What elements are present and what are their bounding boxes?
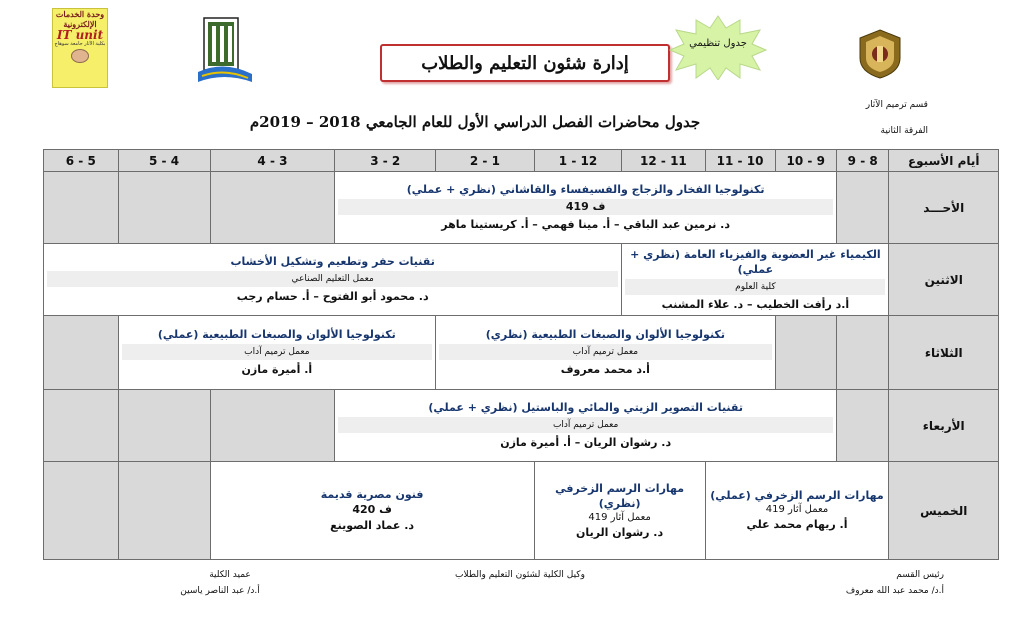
schedule-table — [43, 149, 999, 560]
burst-label: جدول تنظيمي — [689, 38, 747, 49]
session-cell — [705, 462, 889, 560]
course-location: معمل آثار 419 — [588, 511, 651, 523]
course-location: ف 420 — [352, 503, 392, 516]
course-instructor: د. رشوان الريان — [576, 525, 664, 539]
col-header-slot: 9 - 10 — [775, 150, 836, 172]
table-row-wednesday — [44, 390, 999, 462]
course-location: معمل ترميم آداب — [439, 344, 771, 360]
dean-name: أ.د/ عبد الناصر ياسين — [180, 586, 260, 596]
vice-dean-title: وكيل الكلية لشئون التعليم والطلاب — [455, 570, 585, 580]
empty-slot — [44, 390, 119, 462]
department-head-name: أ.د/ محمد عبد الله معروف — [845, 586, 944, 596]
empty-slot — [775, 316, 836, 390]
session-cell — [335, 390, 837, 462]
table-row-thursday — [44, 462, 999, 560]
empty-slot — [836, 172, 889, 244]
session-cell — [335, 172, 837, 244]
table-row-monday — [44, 244, 999, 316]
day-label: الاثنين — [889, 244, 999, 316]
course-instructors: د. محمود أبو الفتوح – أ. حسام رجب — [236, 290, 429, 303]
empty-slot — [44, 316, 119, 390]
empty-slot — [118, 462, 210, 560]
col-header-slot: 10 - 11 — [705, 150, 775, 172]
course-instructor: أ.د محمد معروف — [560, 363, 650, 376]
course-location: معمل ترميم آداب — [122, 344, 433, 360]
faculty-logo-icon — [194, 14, 256, 86]
course-instructors: د. نرمين عبد الباقي – أ. مينا فهمي – أ. كريستينا ماهر — [441, 218, 730, 231]
table-row-sunday — [44, 172, 999, 244]
session-cell — [436, 316, 775, 390]
course-name: تكنولوجيا الألوان والصبغات الطبيعية (نظري) — [485, 328, 725, 341]
session-cell — [44, 244, 622, 316]
course-location: ف 419 — [338, 199, 833, 215]
course-name: مهارات الرسم الزخرفي (نظري) — [555, 481, 685, 510]
header-title: إدارة شئون التعليم والطلاب — [421, 52, 629, 74]
course-name: مهارات الرسم الزخرفي (عملي) — [710, 489, 884, 502]
col-header-slot: 11 - 12 — [622, 150, 705, 172]
course-location: كلية العلوم — [625, 279, 885, 295]
session-cell — [210, 462, 534, 560]
day-label: الثلاثاء — [889, 316, 999, 390]
col-header-slot: 5 - 6 — [44, 150, 119, 172]
col-header-slot: 12 - 1 — [534, 150, 622, 172]
schedule-title: جدول محاضرات الفصل الدراسي الأول للعام الجامعي 2018 – 2019م — [249, 113, 701, 131]
empty-slot — [118, 172, 210, 244]
empty-slot — [210, 390, 335, 462]
it-unit-line4: بكلية الآثار جامعة سوهاج — [54, 41, 106, 47]
course-instructors: أ.د رأفت الخطيب – د. علاء المشنب — [661, 297, 850, 311]
course-name: الكيمياء غير العضوية والفيزياء العامة (نظري + عملي) — [630, 247, 881, 276]
col-header-slot: 4 - 5 — [118, 150, 210, 172]
course-instructor: أ. أميرة مازن — [241, 363, 313, 376]
empty-slot — [44, 462, 119, 560]
course-name: فنون مصرية قديمة — [320, 488, 424, 501]
table-row-tuesday — [44, 316, 999, 390]
course-location: معمل التعليم الصناعي — [47, 271, 618, 287]
university-logo-icon — [856, 28, 904, 80]
session-cell — [534, 462, 705, 560]
day-label: الخميس — [889, 462, 999, 560]
empty-slot — [836, 316, 889, 390]
session-cell — [622, 244, 889, 316]
avatar — [71, 49, 89, 63]
course-location: معمل آثار 419 — [765, 504, 829, 515]
col-header-slot: 3 - 4 — [210, 150, 335, 172]
course-instructor: أ. ريهام محمد علي — [746, 518, 848, 531]
it-unit-logo — [52, 8, 108, 88]
department-head-title: رئيس القسم — [896, 570, 944, 580]
course-instructor: د. عماد الصوينع — [330, 519, 415, 532]
dean-title: عميد الكلية — [209, 570, 251, 580]
day-label: الأربعاء — [889, 390, 999, 462]
header-row — [44, 150, 999, 172]
empty-slot — [44, 172, 119, 244]
it-unit-line3: IT unit — [56, 28, 104, 42]
day-label: الأحـــد — [889, 172, 999, 244]
col-header-slot: 1 - 2 — [436, 150, 535, 172]
header-title-box — [380, 44, 670, 82]
empty-slot — [210, 172, 335, 244]
empty-slot — [118, 390, 210, 462]
year-level-label: الفرقة الثانية — [880, 126, 928, 136]
course-name: تقنيات التصوير الزيتي والمائي والباستيل (نظري + عملي) — [428, 401, 743, 414]
course-name: تكنولوجيا الفخار والزجاج والفسيفساء والقاشاني (نظري + عملي) — [406, 183, 765, 196]
course-location: معمل ترميم آداب — [338, 417, 833, 433]
it-unit-line1: وحدة الخدمات — [55, 9, 105, 19]
session-cell — [118, 316, 436, 390]
course-instructors: د. رشوان الريان – أ. أميرة مازن — [500, 436, 672, 449]
footer-signatures — [0, 568, 1024, 623]
col-header-slot: 8 - 9 — [836, 150, 889, 172]
course-name: تقنيات حفر وتطعيم وتشكيل الأخشاب — [230, 255, 435, 268]
col-header-slot: 2 - 3 — [335, 150, 436, 172]
empty-slot — [836, 390, 889, 462]
course-name: تكنولوجيا الألوان والصبغات الطبيعية (عملي) — [157, 328, 396, 341]
it-unit-line2: الإلكترونية — [63, 19, 97, 29]
department-label: قسم ترميم الآثار — [865, 100, 928, 110]
col-header-days: أيام الأسبوع — [889, 150, 999, 172]
